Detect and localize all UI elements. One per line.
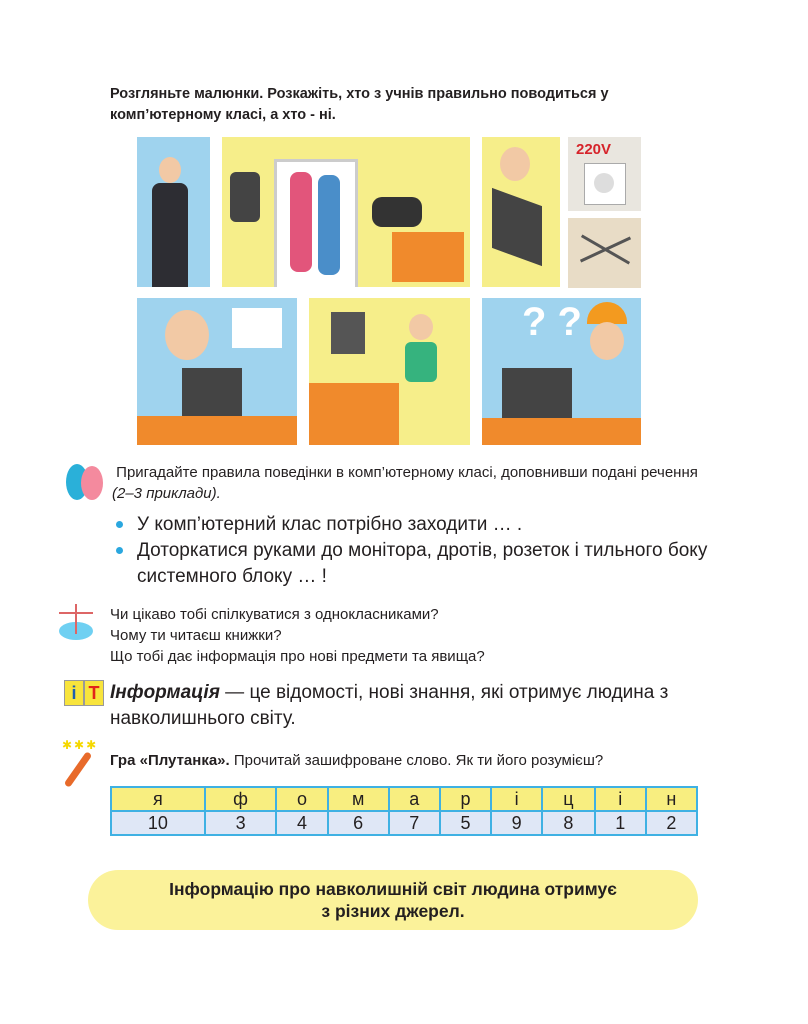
letter-cell: р: [440, 787, 491, 811]
rules-task-hint: (2–3 приклади).: [112, 485, 221, 502]
question-item: Що тобі дає інформація про нові предмети та явища?: [110, 648, 485, 665]
rules-bullets: [112, 512, 712, 590]
conclusion-banner: [88, 870, 698, 930]
number-cell: 3: [205, 811, 277, 835]
letter-cell: а: [389, 787, 440, 811]
repair-attempt-illustration: ? ?: [482, 298, 641, 445]
number-cell: 9: [491, 811, 542, 835]
boy-monitor-illustration: [482, 137, 560, 287]
cipher-table: [110, 786, 698, 836]
cipher-letters-row: [111, 787, 697, 811]
questions: [110, 604, 630, 667]
correct-posture-illustration: [309, 298, 470, 445]
game-task: [110, 750, 710, 771]
number-cell: 2: [646, 811, 697, 835]
game-text: Прочитай зашифроване слово. Як ти його розумієш?: [229, 752, 604, 769]
letter-cell: ц: [542, 787, 594, 811]
bullet-item: Доторкатися руками до монітора, дротів, розеток і тильного боку системного блоку … !: [112, 538, 712, 590]
paintbrush-icon: ✱✱✱: [54, 738, 104, 796]
teacher-illustration: [137, 137, 210, 287]
intro-text: Розгляньте малюнки. Розкажіть, хто з учнів правильно поводиться у комп’ютерному класі, а хто - ні.: [110, 86, 609, 123]
scales-icon: [55, 602, 97, 642]
letter-cell: я: [111, 787, 205, 811]
definition-term: Інформація: [110, 682, 220, 703]
socket-voltage-label: 220V: [576, 141, 612, 158]
rules-task-text: Пригадайте правила поведінки в комп’ютерному класі, доповнивши подані речення: [116, 464, 698, 481]
number-cell: 10: [111, 811, 205, 835]
tangled-wires-illustration: [568, 218, 641, 288]
number-cell: 8: [542, 811, 594, 835]
conclusion-line: Інформацію про навколишній світ людина отримує: [169, 879, 617, 899]
question-item: Чи цікаво тобі спілкуватися з однокласниками?: [110, 606, 439, 623]
letter-cell: м: [328, 787, 389, 811]
number-cell: 7: [389, 811, 440, 835]
letter-cell: о: [276, 787, 327, 811]
number-cell: 6: [328, 811, 389, 835]
eating-at-computer-illustration: [137, 298, 297, 445]
letter-cell: і: [491, 787, 542, 811]
socket-illustration: [568, 137, 641, 211]
remember-icon: [66, 462, 104, 502]
game-title: Гра «Плутанка».: [110, 752, 230, 769]
definition: [110, 680, 710, 732]
bullet-item: У комп’ютерний клас потрібно заходити … .: [112, 512, 712, 538]
cipher-numbers-row: [111, 811, 697, 835]
number-cell: 4: [276, 811, 327, 835]
letter-cell: і: [595, 787, 646, 811]
question-item: Чому ти читаєш книжки?: [110, 627, 282, 644]
classroom-entry-illustration: [222, 137, 470, 287]
letter-cell: н: [646, 787, 697, 811]
conclusion-line: з різних джерел.: [321, 901, 465, 921]
number-cell: 1: [595, 811, 646, 835]
definition-text: — це відомості, нові знання, які отримує людина з навколишнього світу.: [110, 682, 669, 729]
number-cell: 5: [440, 811, 491, 835]
letter-cell: ф: [205, 787, 277, 811]
info-book-icon: і Т: [62, 680, 106, 708]
rules-task: [112, 462, 702, 504]
